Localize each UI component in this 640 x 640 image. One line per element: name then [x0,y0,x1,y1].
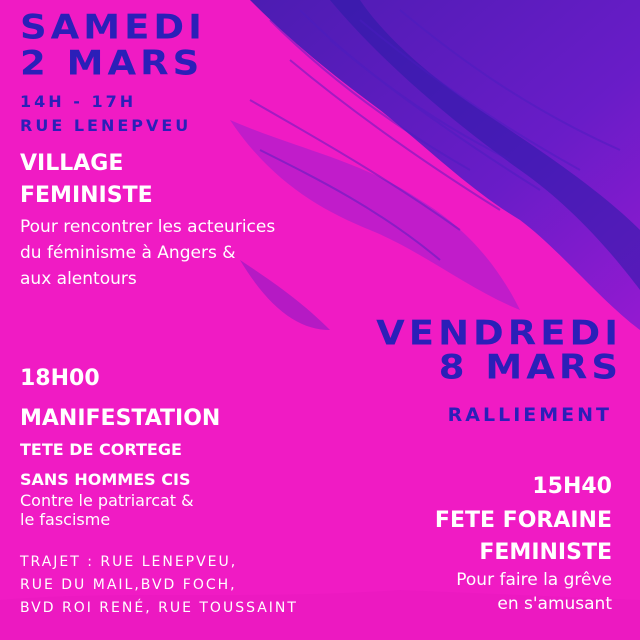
saturday-day: SAMEDI [20,7,206,47]
march-sub1: TETE DE CORTEGE [20,440,182,459]
friday-date: 8 MARS [438,347,622,387]
village-title-line2: FEMINISTE [20,183,153,208]
fair-desc-line1: Pour faire la grêve [456,570,612,590]
march-desc-line1: Contre le patriarcat & [20,491,194,510]
fair-title-line2: FEMINISTE [479,540,612,565]
friday-rally: RALLIEMENT [447,404,612,426]
saturday-time: 14H - 17H [20,92,137,111]
saturday-date: 2 MARS [20,43,204,83]
village-desc-line1: Pour rencontrer les acteurices [20,217,276,237]
route-line1: TRAJET : RUE LENEPVEU, [20,554,238,570]
friday-day: VENDREDI [376,313,622,353]
march-desc-line2: le fascisme [20,510,111,529]
village-desc-line3: aux alentours [20,269,137,289]
fair-desc-line2: en s'amusant [497,594,612,614]
route-line3: BVD ROI RENÉ, RUE TOUSSAINT [20,600,298,616]
route-line2: RUE DU MAIL,BVD FOCH, [20,577,237,593]
march-title: MANIFESTATION [20,406,221,431]
saturday-place: RUE LENEPVEU [20,116,192,135]
fair-title-line1: FETE FORAINE [434,508,612,533]
village-desc-line2: du féminisme à Angers & [20,243,236,263]
march-sub2: SANS HOMMES CIS [20,470,191,489]
village-title-line1: VILLAGE [20,151,124,176]
march-time: 18H00 [20,366,100,391]
fair-time: 15H40 [532,474,612,499]
